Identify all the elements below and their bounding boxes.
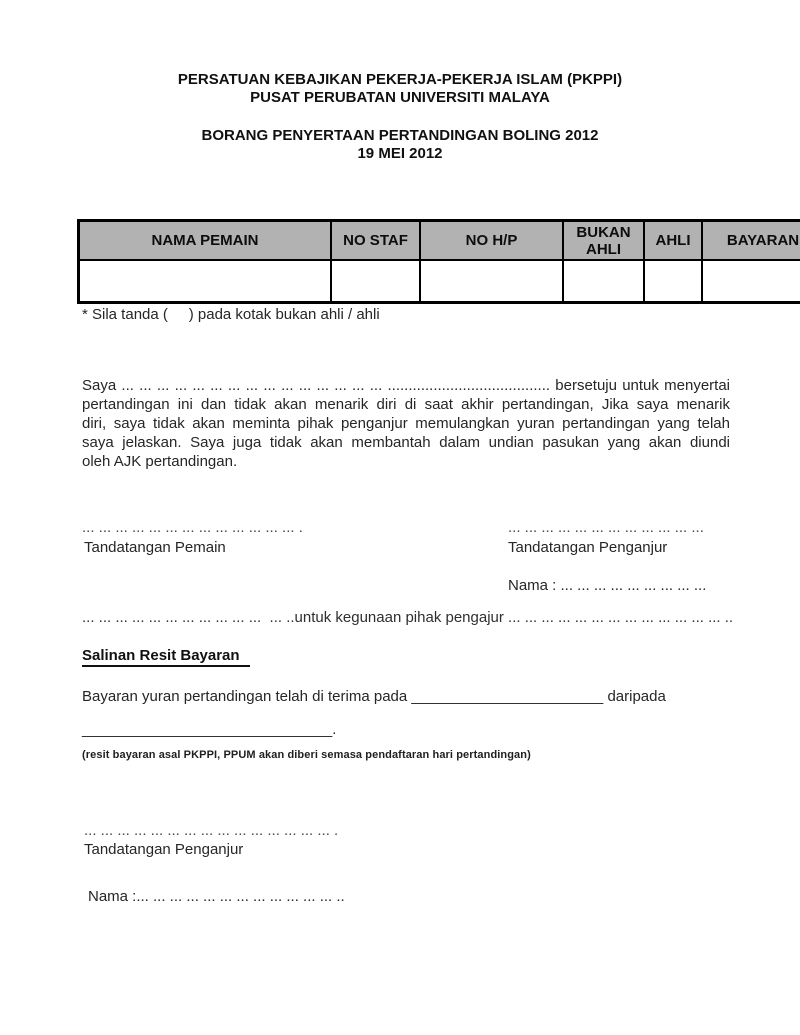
organizer-signature-line: ... ... ... ... ... ... ... ... ... ... ... ... (508, 519, 704, 536)
form-title-block (0, 127, 800, 163)
declaration-line-3: diri, saya tidak akan meminta pihak penganjur memulangkan yuran pertandingan yang telah (82, 415, 730, 432)
col-header-nama-pemain: NAMA PEMAIN (79, 221, 332, 261)
bottom-signature-label: Tandatangan Penganjur (84, 841, 244, 858)
players-table-header-row (79, 221, 800, 261)
receipt-received-text: Bayaran yuran pertandingan telah di terima pada (82, 688, 408, 705)
receipt-date-blank: _______________________ (411, 688, 604, 705)
declaration-paragraph (82, 376, 730, 471)
receipt-section-heading: Salinan Resit Bayaran (82, 647, 250, 667)
col-header-no-hp: NO H/P (420, 221, 563, 261)
col-header-no-staf: NO STAF (331, 221, 420, 261)
receipt-received-line (82, 687, 752, 706)
organizer-name-line: Nama : ... ... ... ... ... ... ... ... ... (508, 577, 707, 594)
form-title: BORANG PENYERTAAN PERTANDINGAN BOLING 2012 (201, 127, 599, 144)
receipt-daripada-text: daripada (607, 688, 666, 705)
player-signature-line: ... ... ... ... ... ... ... ... ... ... ... ... ... . (82, 519, 303, 536)
declaration-line-2: pertandingan ini dan tidak akan menarik diri di saat akhir pertandingan, Jika saya menarik (82, 396, 730, 413)
document-header (0, 71, 800, 107)
form-date: 19 MEI 2012 (357, 145, 443, 162)
declaration-line-4: saya jelaskan. Saya juga tidak akan membantah dalam undian pasukan yang akan diundi (82, 434, 730, 451)
bottom-signature-line: ... ... ... ... ... ... ... ... ... ... ... ... ... ... ... . (84, 822, 339, 839)
cell-bayaran (702, 260, 800, 303)
cell-no-hp (420, 260, 563, 303)
player-signature-label: Tandatangan Pemain (84, 539, 226, 556)
declaration-line-1: Saya ... ... ... ... ... ... ... ... ... ... ... ... ... ... ... ....................................... bersetuju untuk menyertai (82, 377, 730, 394)
org-name-line1: PERSATUAN KEBAJIKAN PEKERJA-PEKERJA ISLAM (PKPPI) (177, 71, 623, 88)
organizer-signature-label: Tandatangan Penganjur (508, 539, 668, 556)
table-row (79, 260, 800, 303)
org-name-line2: PUSAT PERUBATAN UNIVERSITI MALAYA (250, 89, 550, 106)
declaration-line-5: oleh AJK pertandingan. (82, 453, 238, 470)
cell-nama-pemain (79, 260, 332, 303)
col-header-bukan-ahli: BUKAN AHLI (563, 221, 644, 261)
bottom-name-line: Nama :... ... ... ... ... ... ... ... ... ... ... ... .. (88, 888, 345, 905)
players-table (77, 219, 800, 304)
cell-ahli (644, 260, 702, 303)
cell-bukan-ahli (563, 260, 644, 303)
col-header-bayaran: BAYARAN (702, 221, 800, 261)
receipt-section (82, 647, 250, 667)
receipt-from-blank: ______________________________. (82, 721, 337, 738)
office-use-divider: ... ... ... ... ... ... ... ... ... ... ... ... ..untuk kegunaan pihak pengajur ... ... ... ... ... ... ... ... ... ... ... ... ... .. (82, 609, 734, 626)
col-header-ahli: AHLI (644, 221, 702, 261)
cell-no-staf (331, 260, 420, 303)
membership-tick-note: * Sila tanda ( ) pada kotak bukan ahli / ahli (82, 306, 380, 323)
receipt-note: (resit bayaran asal PKPPI, PPUM akan diberi semasa pendaftaran hari pertandingan) (82, 749, 531, 761)
